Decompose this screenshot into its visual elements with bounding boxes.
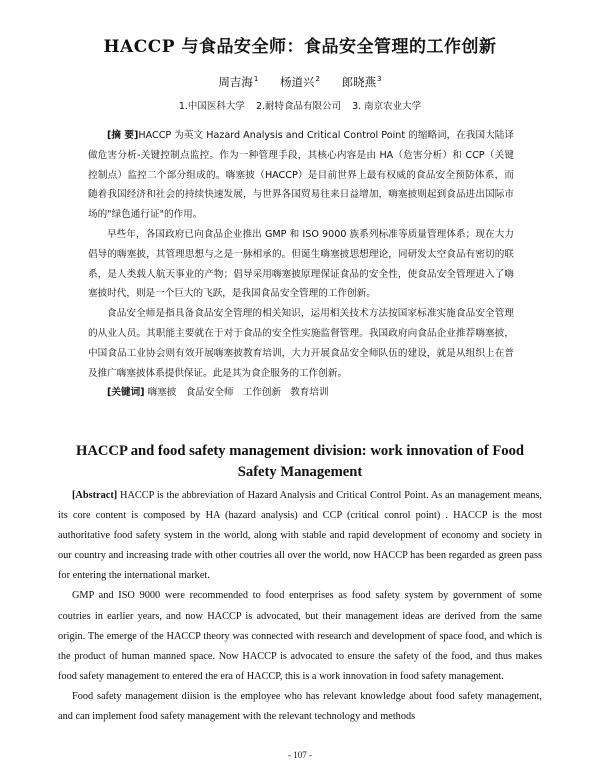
chinese-abstract [88, 126, 514, 403]
author-list [0, 74, 600, 90]
abstract-en-text: HACCP is the abbreviation of Hazard Analysis and Critical Control Point. As an management means, its core content is composed by HA (hazard analysis) and CCP (critical conrol point) . HACCP is the most authoritative food safety system in the world, along with stable and rapid development of economy and society in our country and increasing trade with other coutries all over the world, now HACCP has been regarded as green pass for entering the international market. [58, 490, 542, 582]
author-affil-mark: 1 [253, 75, 259, 83]
keyword-3: 工作创新 [242, 387, 282, 399]
affiliation-3: 3. 南京农业大学 [352, 101, 422, 112]
affiliation-1: 1.中国医科大学 [178, 101, 245, 112]
author-name: 周吉海 [218, 75, 253, 89]
author-1 [218, 74, 258, 90]
keyword-2: 食品安全师 [185, 387, 234, 399]
page-number: - 107 - [288, 750, 312, 760]
author-affil-mark: 2 [315, 75, 320, 83]
affiliations [0, 98, 600, 112]
abstract-en-paragraph [58, 486, 542, 586]
author-3 [342, 74, 382, 90]
abstract-cn-text: HACCP 为英文 Hazard Analysis and Critical Control Point 的缩略词，在我国大陆译做危害分析-关键控制点监控。作为一种管理手段，其核心内容是由 HA（危害分析）和 CCP（关键控制点）监控二个部分组成的。嗨塞披（HACCP）是目前世界上最有权威的食品安全预防体系，而随着我国经济和社会的持续快速发展，与世界各国贸易往来日益增加，嗨塞披则起到食品进出国际市场的"绿色通行证"的作用。 [88, 130, 515, 221]
author-2 [280, 74, 320, 90]
keyword-4: 教育培训 [290, 387, 329, 399]
abstract-en-paragraph-2: GMP and ISO 9000 were recommended to food enterprises as food safety system by government of some coutries in earlier years, and now HACCP is advocated, but their management ideas are derived from the same origin. The emerge of the HACCP theory was connected with research and development of space food, and which is the product of human manned space. Now HACCP is advocated to ensure the safety of the food, and thus makes food safety management to entered the era of HACCP, this is a work innovation in food safety management. [58, 590, 542, 682]
author-name: 郎晓燕 [341, 75, 377, 89]
keywords-cn [88, 383, 514, 403]
abstract-cn-paragraph [88, 126, 514, 225]
affiliation-2: 2.耐特食品有限公司 [255, 101, 342, 112]
english-abstract [58, 486, 542, 727]
abstract-en-paragraph-3: Food safety management diision is the employee who has relevant knowledge about food safety management, and can implement food safety management with the relevant technology and methods [58, 690, 542, 723]
keywords-cn-label: [关键词] [107, 387, 145, 399]
author-name: 杨道兴 [280, 75, 315, 89]
keyword-1: 嗨塞披 [147, 387, 177, 399]
author-affil-mark: 3 [377, 75, 382, 83]
english-title: HACCP and food safety management division: work innovation of Food Safety Management [76, 443, 524, 480]
chinese-title: HACCP 与食品安全师：食品安全管理的工作创新 [103, 37, 497, 57]
abstract-cn-paragraph-2: 早些年，各国政府已向食品企业推出 GMP 和 ISO 9000 族系列标准等质量管理体系；现在大力倡导的嗨塞披，其管理思想与之是一脉相承的。但诞生嗨塞披思想理论，同研发太空食品有密切的联系，是人类载人航天事业的产物；倡导采用嗨塞披原理保证食品的安全性，使食品安全管理进入了嗨塞披时代，则是一个巨大的飞跃，是我国食品安全管理的工作创新。 [88, 228, 514, 300]
abstract-cn-label: [摘 要] [107, 130, 139, 141]
abstract-cn-paragraph-3: 食品安全师是指具备食品安全管理的相关知识，运用相关技术方法按国家标准实施食品安全管理的从业人员。其职能主要就在于对于食品的安全性实施监督管理。我国政府向食品企业推荐嗨塞披，中国食品工业协会则有效开展嗨塞披教育培训，大力开展食品安全师队伍的建设，就是从组织上在普及推广嗨塞披体系提供保证。此是其为食企服务的工作创新。 [88, 308, 514, 379]
abstract-en-label: [Abstract] [72, 490, 118, 501]
